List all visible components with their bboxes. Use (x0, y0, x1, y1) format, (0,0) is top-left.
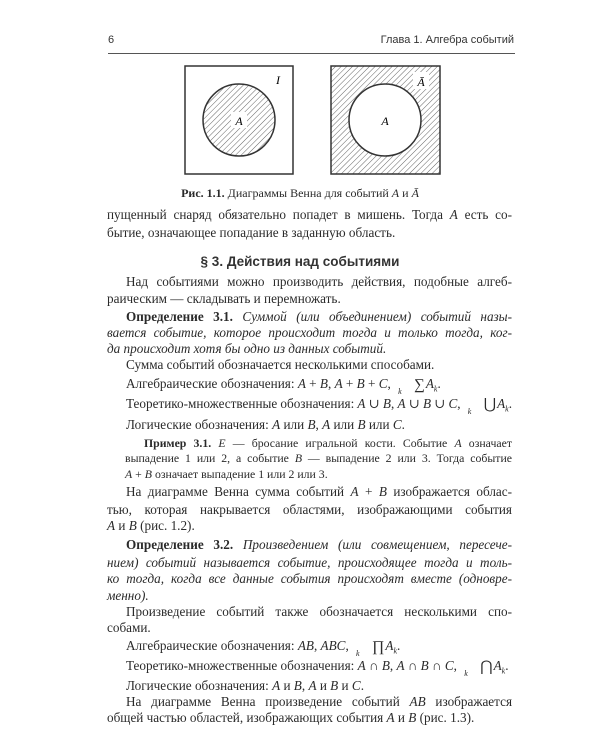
italic-text: B (381, 658, 390, 673)
venn-diagram-event-a (185, 66, 293, 174)
bold-text: Определение 3.1. (126, 309, 243, 324)
text-run: Теоретико-множественные обозначения: (126, 396, 358, 411)
italic-text: B (128, 518, 137, 533)
subscript: k (433, 384, 438, 394)
italic-text: A (386, 710, 395, 725)
italic-text: A (334, 376, 343, 391)
universe-label: I (276, 73, 280, 87)
text-run: + (364, 376, 379, 391)
italic-text: нием) событий называется событие, происходящее тогда и толь- (107, 555, 512, 570)
text-line (107, 417, 405, 433)
text-line (125, 435, 512, 451)
text-run: ∪ (431, 396, 449, 411)
event-a-label-2: A (381, 114, 389, 128)
text-run: На диаграмме Венна сумма событий (126, 484, 351, 499)
text-run: , (315, 417, 323, 432)
event-a-label: A (235, 114, 243, 128)
italic-text: C (444, 658, 454, 673)
italic-text: да происходит хотя бы одно из данных событий. (107, 341, 387, 356)
italic-text: A (357, 396, 366, 411)
text-run: означает (461, 436, 513, 450)
italic-text: C (378, 376, 388, 391)
text-line (107, 518, 195, 534)
subscript: k (501, 666, 506, 676)
bold-text: Пример 3.1. (144, 436, 219, 450)
text-line (107, 207, 512, 223)
text-line (107, 638, 401, 658)
italic-text: A (125, 467, 133, 481)
italic-text: Суммой (или объединением) событий назы- (242, 309, 512, 324)
text-run: общей частью областей, изображающих события (107, 710, 387, 725)
subscript: k (505, 404, 509, 414)
venn-diagrams-figure (0, 0, 600, 185)
italic-text: B (319, 376, 328, 391)
italic-text: AB (297, 638, 314, 653)
text-run: . (401, 417, 405, 432)
text-run: . (505, 658, 509, 673)
italic-text: B (293, 678, 302, 693)
text-line (107, 588, 149, 604)
caption-number: Рис. 1.1. (181, 186, 225, 200)
text-run: и (394, 710, 409, 725)
italic-text: A (272, 417, 281, 432)
text-run: означает выпадение 1 или 2 или 3. (152, 467, 328, 481)
italic-text: A (425, 376, 434, 391)
text-run: , (327, 376, 335, 391)
text-line (107, 658, 509, 678)
text-run: изображается облас- (386, 484, 512, 499)
venn-diagram-complement (331, 66, 440, 174)
text-run: (рис. 1.3). (416, 710, 475, 725)
text-line (107, 620, 151, 636)
text-run: и (316, 678, 331, 693)
text-run: есть со- (457, 207, 512, 222)
text-run: ∩ (365, 658, 382, 673)
text-run: + (132, 467, 145, 481)
text-run: собами. (107, 620, 151, 635)
italic-text: A (497, 396, 506, 411)
text-run: и (280, 678, 294, 693)
text-line (107, 604, 512, 620)
text-run: ∩ (404, 658, 421, 673)
italic-text: A (308, 678, 317, 693)
caption-text: Диаграммы Венна для событий (224, 186, 392, 200)
text-run: . (397, 638, 401, 653)
text-run: (рис. 1.2). (136, 518, 195, 533)
text-run: + (342, 376, 357, 391)
text-line (107, 291, 341, 307)
italic-text: Произведением (или совмещением, пересече- (242, 537, 512, 552)
subscript: k (393, 646, 398, 656)
text-run: . (360, 678, 364, 693)
italic-text: вается событие, которое происходит тогда и только тогда, ког- (107, 325, 512, 340)
text-run: или (280, 417, 308, 432)
text-run: , (390, 396, 398, 411)
operator-index: k (464, 669, 468, 678)
text-run: , (453, 658, 461, 673)
italic-text: A (297, 376, 306, 391)
text-line (107, 484, 512, 500)
text-run: изображается (425, 694, 513, 709)
italic-text: A (493, 658, 502, 673)
bold-text: Определение 3.2. (126, 537, 243, 552)
operator-index: k (467, 407, 472, 416)
italic-text: B (378, 484, 387, 499)
caption-and: и (399, 186, 412, 200)
text-line (107, 325, 512, 341)
caption-a: A (391, 186, 400, 200)
text-run: , (387, 376, 395, 391)
italic-text: A (107, 518, 116, 533)
text-run: Логические обозначения: (126, 417, 273, 432)
italic-text: ко тогда, когда все данные события происходят вместе (одновре- (107, 571, 512, 586)
text-line (107, 502, 512, 518)
text-run: бытие, означающее попадание в заданную область. (107, 225, 396, 240)
italic-text: C (392, 417, 402, 432)
big-operator (465, 397, 497, 416)
text-line (107, 710, 474, 726)
text-run: Логические обозначения: (126, 678, 273, 693)
text-line (107, 357, 434, 373)
italic-text: B (330, 678, 339, 693)
section-heading: § 3. Действия над событиями (200, 254, 400, 269)
italic-text: B (357, 417, 366, 432)
italic-text: AB (409, 694, 426, 709)
text-line (107, 537, 512, 553)
italic-text: A (397, 396, 406, 411)
italic-text: B (382, 396, 391, 411)
italic-text: B (422, 396, 432, 411)
text-run: + (358, 484, 379, 499)
text-run: Сумма событий обозначается несколькими способами. (126, 357, 435, 372)
text-run: ∪ (365, 396, 383, 411)
text-line (107, 555, 512, 571)
text-run: — выпадение 2 или 3. Тогда событие (302, 451, 512, 465)
text-run: выпадение 1 или 2, а событие (125, 451, 295, 465)
text-run: , (389, 658, 397, 673)
text-run: ∪ (405, 396, 423, 411)
text-line (107, 678, 364, 694)
operator-symbol: ⋂ (480, 659, 493, 675)
italic-text: ABC (320, 638, 346, 653)
text-run: Над событиями можно производить действия, подобные алгеб- (126, 274, 512, 289)
italic-text: B (294, 451, 303, 465)
italic-text: A (350, 484, 359, 499)
italic-text: A (449, 207, 458, 222)
italic-text: A (396, 658, 405, 673)
italic-text: A (454, 436, 462, 450)
italic-text: A (357, 658, 366, 673)
text-run: Теоретико-множественные обозначения: (126, 658, 358, 673)
text-run: , (345, 638, 353, 653)
text-run: раическим — складывать и перемножать. (107, 291, 341, 306)
italic-text: B (408, 710, 417, 725)
big-operator (353, 639, 385, 658)
italic-text: C (448, 396, 458, 411)
italic-text: A (272, 678, 281, 693)
text-line (107, 225, 395, 241)
italic-text: C (351, 678, 361, 693)
operator-index: k (356, 649, 360, 658)
text-line (107, 694, 512, 710)
text-line (107, 341, 386, 357)
italic-text: B (420, 658, 429, 673)
text-line (125, 466, 328, 482)
text-run: , (313, 638, 321, 653)
italic-text: A (322, 417, 331, 432)
italic-text: менно). (107, 588, 149, 603)
italic-text: B (307, 417, 316, 432)
text-run: На диаграмме Венна произведение событий (126, 694, 410, 709)
text-run: или (330, 417, 358, 432)
big-operator (461, 659, 493, 678)
text-line (107, 376, 441, 396)
figure-caption (0, 186, 600, 201)
text-run: + (305, 376, 320, 391)
big-operator (395, 377, 425, 396)
text-run: — бросание игральной кости. Событие (225, 436, 455, 450)
text-run: Произведение событий также обозначается несколькими спо- (126, 604, 512, 619)
italic-text: E (218, 436, 226, 450)
italic-text: B (144, 467, 152, 481)
page-number: 6 (108, 34, 115, 46)
complement-label: Ā (417, 75, 425, 89)
text-run: и (338, 678, 352, 693)
text-run: ∩ (428, 658, 445, 673)
text-run: или (365, 417, 393, 432)
caption-abar: Ā (411, 186, 419, 200)
text-line (107, 571, 512, 587)
italic-text: B (356, 376, 365, 391)
operator-symbol: ∑ (414, 377, 425, 393)
italic-text: A (385, 638, 394, 653)
text-run: . (508, 396, 513, 411)
operator-index: k (398, 387, 402, 396)
operator-symbol: ∏ (372, 639, 385, 655)
text-run: Алгебраические обозначения: (126, 376, 298, 391)
text-line (125, 450, 512, 466)
text-run: , (457, 396, 464, 411)
text-run: пущенный снаряд обязательно попадет в мишень. Тогда (107, 207, 450, 222)
text-run: , (301, 678, 309, 693)
text-run: Алгебраические обозначения: (126, 638, 298, 653)
operator-symbol: ⋃ (483, 397, 497, 413)
text-run: тью, которая накрывается областями, изображающими события (107, 502, 512, 517)
text-line (107, 309, 512, 325)
running-title: Глава 1. Алгебра событий (380, 34, 514, 46)
text-line (107, 396, 513, 416)
text-run: . (437, 376, 441, 391)
text-run: и (115, 518, 129, 533)
text-line (107, 274, 512, 290)
